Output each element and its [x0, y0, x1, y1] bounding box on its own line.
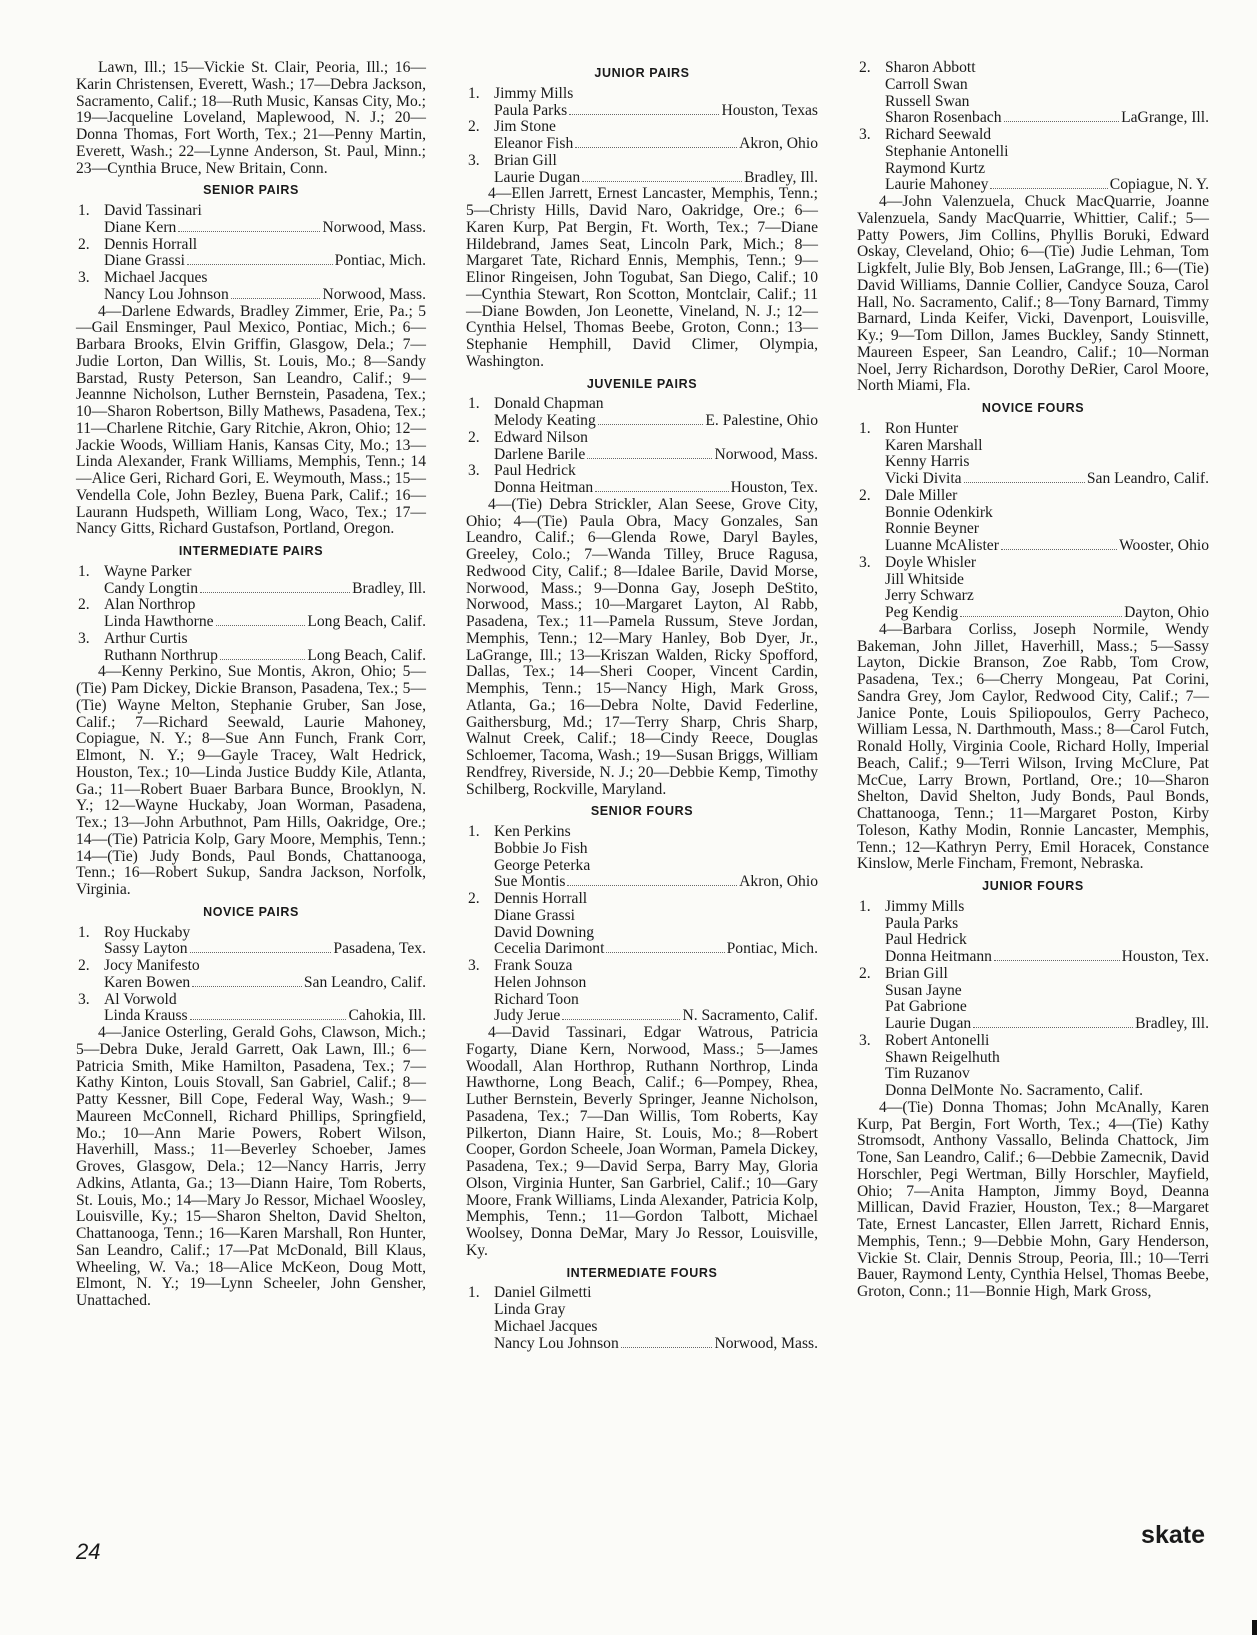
- skater-name: Roy Huckaby: [104, 923, 191, 941]
- skater-name: Eleanor Fish: [494, 135, 574, 152]
- leader-dots: [190, 1019, 347, 1020]
- section-heading: INTERMEDIATE PAIRS: [178, 544, 324, 558]
- results-paragraph: 4—Ellen Jarrett, Ernest Lancaster, Memphis, Tenn.; 5—Christy Hills, David Naro, Oakridge, Ore.; 6—Karen Kurp, Pat Bergin, Ft. Worth, Tex.; 7—Diane Hildebrand, James Seat, Lincoln Park, Mich.; 8—Margaret Tate, Richard Ennis, Memphis, Tenn.; 9—Elinor Ringeisen, John Togubat, San Diego, Calif.; 10—Cynthia Stewart, Ron Scotton, Montclair, Calif.; 11—Diane Bowden, Jon Leonette, Vineland, N. J.; 12—Cynthia Helsel, Thomas Beebe, Groton, Conn.; 13—Stephanie Hemphill, David Climer, Olympia, Washington.: [466, 185, 818, 370]
- skater-name: Laurie Dugan: [885, 1015, 972, 1032]
- placement-entry: [857, 899, 1209, 966]
- club-city: Bradley, Ill.: [352, 579, 426, 597]
- skater-name: Robert Antonelli: [885, 1031, 990, 1049]
- skater-name: Donald Chapman: [494, 395, 604, 413]
- final-name-line: [104, 1008, 426, 1025]
- leader-dots: [575, 147, 737, 148]
- club-city: Pontiac, Mich.: [726, 940, 818, 958]
- club-city: Pasadena, Tex.: [333, 940, 426, 958]
- section-heading: JUNIOR FOURS: [982, 879, 1084, 893]
- club-city: Akron, Ohio: [739, 873, 818, 891]
- leader-dots: [598, 424, 704, 425]
- section-heading: SENIOR PAIRS: [203, 183, 299, 198]
- column-2: [466, 60, 818, 1352]
- club-city: Houston, Tex.: [730, 479, 818, 496]
- skater-name: Jill Whitside: [885, 570, 964, 588]
- final-name-line: [885, 1083, 1209, 1100]
- final-name-line: [104, 614, 426, 631]
- final-name-line: [885, 605, 1209, 622]
- skater-name: Laurie Mahoney: [885, 176, 989, 194]
- leader-dots: [994, 960, 1120, 961]
- leader-dots: [582, 181, 742, 182]
- results-paragraph: 4—John Valenzuela, Chuck MacQuarrie, Joanne Valenzuela, Sandy MacQuarrie, Whittier, Calif.; 5—Patty Powers, Jim Collins, Phyllis Boruki, Edward Oskay, Cleveland, Ohio; 6—(Tie) Judie Lehman, Tom Ligkfelt, Julie Bly, Bob Jensen, LaGrange, Ill.; 6—(Tie) David Williams, Dannie Collier, Candyce Souza, Carol Hall, No. Sacramento, Calif.; 8—Tony Barnard, Timmy Barnard, Linda Keifer, Vicki, Davenport, Louisville, Ky.; 9—Tom Dillon, James Buckley, Sandy Stinnett, Maureen Espeer, San Leandro, Calif.; 10—Norman Noel, Jerry Richardson, Dorothy DeRier, Carol Moore, North Miami, Fla.: [857, 193, 1209, 395]
- placement-number: 2.: [78, 596, 90, 614]
- skater-name: Laurie Dugan: [494, 168, 581, 186]
- placement-entry: [466, 463, 818, 497]
- leader-dots: [595, 491, 728, 492]
- skater-name: Richard Seewald: [885, 126, 992, 143]
- placement-number: 1.: [468, 395, 480, 413]
- skater-name: Peg Kendig: [885, 604, 959, 621]
- placement-number: 3.: [468, 462, 480, 480]
- placement-number: 3.: [859, 1031, 871, 1049]
- magazine-name: skate: [1141, 1521, 1205, 1549]
- leader-dots: [1004, 121, 1120, 122]
- placement-entry: [76, 564, 426, 598]
- skater-name: Darlene Barile: [494, 445, 586, 463]
- skater-name: Sharon Rosenbach: [885, 109, 1002, 127]
- skater-name: Richard Toon: [494, 990, 579, 1008]
- skater-name: Melody Keating: [494, 412, 596, 429]
- skater-name: Doyle Whisler: [885, 553, 977, 571]
- skater-name: Vicki Divita: [885, 470, 962, 487]
- skater-name: Jim Stone: [494, 118, 556, 136]
- placement-number: 2.: [468, 428, 480, 446]
- skater-name: Alan Northrop: [104, 596, 196, 614]
- final-name-line: [494, 874, 818, 891]
- results-paragraph: 4—David Tassinari, Edgar Watrous, Patricia Fogarty, Diane Kern, Norwood, Mass.; 5—James Woodall, Alan Horthrop, Ruthann Northrop, Linda Hawthorne, Long Beach, Calif.; 6—Pompey, Rhea, Luther Bernstein, Beverly Springer, Jeanne Nicholson, Pasadena, Tex.; 7—Dan Willis, Tom Roberts, Kay Pilkerton, Diann Haire, St. Louis, Mo.; 8—Robert Cooper, Gordon Scheele, Joan Worman, Pamela Dickey, Pasadena, Tex.; 9—David Serpa, Barry May, Gloria Olson, Virginia Hunter, San Garbriel, Calif.; 10—Gary Moore, Frank Williams, Linda Alexander, Patricia Kolp, Memphis, Tenn.; 11—Gordon Talbott, Michael Woolsey, Donna DeMar, Mary Jo Ressor, Louisville, Ky.: [466, 1024, 818, 1259]
- skater-name: Luanne McAlister: [885, 537, 999, 554]
- leader-dots: [187, 264, 333, 265]
- section-heading: JUNIOR PAIRS: [594, 66, 690, 80]
- results-paragraph: 4—Kenny Perkino, Sue Montis, Akron, Ohio; 5—(Tie) Pam Dickey, Dickie Branson, Pasadena, Tex.; 5—(Tie) Wayne Melton, Stephanie Gruber, San Jose, Calif.; 7—Richard Seewald, Laurie Mahoney, Copiague, N. Y.; 8—Sue Ann Funch, Frank Corr, Elmont, N. Y.; 9—Gayle Tracey, Walt Hedrick, Houston, Tex.; 10—Linda Justice Buddy Kile, Atlanta, Ga.; 11—Robert Buaer Barbara Bunce, Brooklyn, N. Y.; 12—Wayne Huckaby, Joan Worman, Pasadena, Tex.; 13—John Arbuthnot, Pam Hills, Oakridge, Ore.; 14—(Tie) Patricia Kolp, Gary Moore, Memphis, Tenn.; 14—(Tie) Judy Bonds, Paul Bonds, Chattanooga, Tenn.; 16—Robert Sukup, Sandra Jackson, Norfolk, Virginia.: [76, 663, 426, 898]
- leader-dots: [567, 885, 737, 886]
- skater-name: Raymond Kurtz: [885, 159, 986, 177]
- skater-name: Donna Heitmann: [885, 948, 992, 965]
- club-city: Long Beach, Calif.: [307, 613, 426, 630]
- club-city: San Leandro, Calif.: [1086, 470, 1209, 487]
- skater-name: Arthur Curtis: [104, 629, 188, 647]
- placement-entry: [466, 430, 818, 464]
- placement-number: 1.: [859, 419, 871, 437]
- club-city: Houston, Texas: [721, 101, 818, 119]
- placement-entry: [466, 1285, 818, 1352]
- club-city: Houston, Tex.: [1121, 948, 1209, 965]
- section-heading: SENIOR FOURS: [590, 804, 694, 819]
- placement-number: 1.: [859, 897, 871, 915]
- skater-name: Sharon Abbott: [885, 59, 976, 76]
- club-city: Cahokia, Ill.: [348, 1007, 426, 1025]
- skater-name: Sassy Layton: [104, 940, 188, 958]
- results-paragraph: Lawn, Ill.; 15—Vickie St. Clair, Peoria, Ill.; 16—Karin Christensen, Everett, Wash.; 17—Debra Jackson, Sacramento, Calif.; 18—Ruth Music, Kansas City, Mo.; 19—Jacqueline Loveland, Maplewood, N. J.; 20—Donna Thomas, Fort Worth, Tex.; 21—Penny Martin, Everett, Wash.; 22—Lynne Anderson, St. Paul, Minn.; 23—Cynthia Bruce, New Britain, Conn.: [76, 59, 426, 177]
- skater-name: Linda Gray: [494, 1301, 566, 1318]
- placement-number: 1.: [78, 923, 90, 941]
- placement-entry: [76, 270, 426, 304]
- final-name-line: [104, 220, 426, 237]
- club-city: E. Palestine, Ohio: [705, 412, 818, 429]
- results-paragraph: 4—Darlene Edwards, Bradley Zimmer, Erie, Pa.; 5—Gail Ensminger, Paul Mexico, Pontiac, Mich.; 6—Barbara Brooks, Elvin Griffin, Glasgow, Dela.; 7—Judie Lorton, Dan Willis, St. Louis, Mo.; 8—Sandy Barstad, Rusty Peterson, San Leandro, Calif.; 9—Jeannne Nicholson, Luther Bernstein, Pasadena, Tex.; 10—Sharon Robertson, Billy Mathews, Pasadena, Tex.; 11—Charlene Ritchie, Gary Ritchie, Akron, Ohio; 12—Jackie Woods, William Hanis, Kansas City, Mo.; 13—Linda Alexander, Frank Williams, Memphis, Tenn.; 14—Alice Geri, Richard Gori, E. Weymouth, Mass.; 15—Vendella Cole, John Bezley, Buena Park, Calif.; 16—Laurann Hudspeth, William Long, Waco, Tex.; 17—Nancy Gitts, Richard Gustafson, Portland, Oregon.: [76, 302, 426, 538]
- placement-entry: [466, 958, 818, 1025]
- skater-name: Michael Jacques: [104, 269, 208, 286]
- skater-name: Jimmy Mills: [885, 897, 965, 915]
- skater-name: David Tassinari: [104, 202, 202, 219]
- skater-name: Carroll Swan: [885, 75, 968, 93]
- skater-name: Kenny Harris: [885, 453, 970, 471]
- skater-name: Jimmy Mills: [494, 84, 574, 102]
- skater-name: Nancy Lou Johnson: [494, 1334, 619, 1352]
- placement-entry: [857, 1033, 1209, 1100]
- placement-entry: [857, 966, 1209, 1033]
- final-name-line: [494, 170, 818, 187]
- skater-name: Michael Jacques: [494, 1317, 598, 1335]
- skater-name: Paula Parks: [494, 101, 568, 119]
- final-name-line: [104, 648, 426, 665]
- skater-name: Bonnie Odenkirk: [885, 503, 993, 521]
- placement-entry: [857, 555, 1209, 622]
- placement-number: 2.: [78, 235, 90, 253]
- skater-name: Jocy Manifesto: [104, 957, 200, 974]
- placement-entry: [76, 237, 426, 271]
- club-city: Copiague, N. Y.: [1109, 176, 1209, 194]
- placement-number: 2.: [859, 486, 871, 504]
- placement-entry: [857, 488, 1209, 555]
- placement-number: 3.: [468, 151, 480, 169]
- club-city: No. Sacramento, Calif.: [999, 1082, 1144, 1099]
- club-city: Pontiac, Mich.: [334, 252, 426, 270]
- skater-name: Diane Grassi: [494, 906, 575, 924]
- skater-name: Karen Marshall: [885, 436, 983, 454]
- section-heading: NOVICE PAIRS: [203, 904, 299, 919]
- final-name-line: [494, 136, 818, 153]
- skater-name: Karen Bowen: [104, 973, 191, 991]
- final-name-line: [104, 287, 426, 304]
- column-3: [857, 60, 1209, 1301]
- leader-dots: [231, 298, 321, 299]
- placement-entry: [857, 60, 1209, 127]
- skater-name: Sue Montis: [494, 873, 566, 891]
- placement-entry: [466, 119, 818, 153]
- skater-name: Dennis Horrall: [104, 235, 198, 253]
- club-city: Norwood, Mass.: [714, 445, 818, 463]
- skater-name: Frank Souza: [494, 957, 573, 974]
- final-name-line: [104, 253, 426, 270]
- section-heading: NOVICE FOURS: [981, 401, 1085, 415]
- leader-dots: [178, 231, 320, 232]
- page-edge-mark: [1252, 1620, 1257, 1635]
- final-name-line: [494, 941, 818, 958]
- skater-name: Daniel Gilmetti: [494, 1284, 592, 1302]
- leader-dots: [964, 482, 1085, 483]
- final-name-line: [104, 941, 426, 958]
- placement-entry: [76, 925, 426, 959]
- club-city: Norwood, Mass.: [322, 218, 426, 236]
- placement-number: 1.: [468, 84, 480, 102]
- placement-entry: [76, 992, 426, 1026]
- placement-number: 3.: [78, 629, 90, 647]
- leader-dots: [990, 188, 1107, 189]
- placement-entry: [466, 86, 818, 120]
- final-name-line: [885, 1016, 1209, 1033]
- placement-entry: [76, 597, 426, 631]
- skater-name: Linda Hawthorne: [104, 613, 214, 630]
- skater-name: Judy Jerue: [494, 1007, 561, 1025]
- leader-dots: [569, 114, 719, 115]
- skater-name: Russell Swan: [885, 92, 970, 110]
- section-heading: JUVENILE PAIRS: [586, 376, 698, 391]
- placement-number: 2.: [78, 957, 90, 974]
- leader-dots: [1001, 549, 1117, 550]
- skater-name: Ken Perkins: [494, 823, 571, 840]
- placement-entry: [466, 153, 818, 187]
- skater-name: Donna DelMonte: [885, 1082, 994, 1099]
- club-city: Dayton, Ohio: [1124, 604, 1209, 621]
- final-name-line: [885, 471, 1209, 488]
- results-paragraph: 4—Barbara Corliss, Joseph Normile, Wendy Bakeman, John Jillet, Haverhill, Mass.; 5—Sassy Layton, Dickie Branson, Zoe Rabb, Tom Crow, Pasadena, Tex.; 6—Cherry Mongeau, Pat Corini, Sandra Grey, Jom Caylor, Redwood City, Calif.; 7—Janice Ponte, Louis Spiliopoulos, Gerry Pacheco, William Lessa, N. Darthmouth, Mass.; 8—Carol Futch, Ronald Holly, Virginia Coole, Richard Holly, Imperial Beach, Calif.; 9—Terri Wilson, Irving McClure, Pat McCue, Larry Brown, Portland, Ore.; 10—Sharon Shelton, David Shelton, Judy Bonds, Paul Bonds, Chattanooga, Tenn.; 11—Margaret Poston, Kirby Toleson, Kathy Modin, Ronnie Lancaster, Memphis, Tenn.; 12—Kathryn Perry, Emil Horacek, Constance Kinslow, Merle Fincham, Fremont, Nebraska.: [857, 620, 1209, 873]
- placement-entry: [466, 891, 818, 958]
- skater-name: Helen Johnson: [494, 973, 587, 991]
- section-heading: INTERMEDIATE FOURS: [566, 1265, 718, 1280]
- leader-dots: [562, 1019, 680, 1020]
- skater-name: Pat Gabrione: [885, 998, 967, 1016]
- final-name-line: [104, 581, 426, 598]
- skater-name: Ronnie Beyner: [885, 520, 979, 538]
- placement-number: 1.: [468, 1284, 480, 1302]
- leader-dots: [200, 592, 350, 593]
- club-city: Wooster, Ohio: [1119, 537, 1209, 554]
- placement-number: 2.: [859, 964, 871, 982]
- skater-name: Shawn Reigelhuth: [885, 1048, 1000, 1066]
- leader-dots: [220, 659, 305, 660]
- club-city: Bradley, Ill.: [744, 168, 818, 186]
- final-name-line: [494, 1336, 818, 1353]
- placement-number: 3.: [859, 553, 871, 571]
- skater-name: Wayne Parker: [104, 562, 192, 580]
- final-name-line: [494, 1008, 818, 1025]
- leader-dots: [621, 1347, 713, 1348]
- placement-number: 3.: [468, 957, 480, 974]
- skater-name: Ron Hunter: [885, 419, 959, 437]
- final-name-line: [494, 103, 818, 120]
- final-name-line: [885, 177, 1209, 194]
- club-city: Norwood, Mass.: [714, 1334, 818, 1352]
- results-paragraph: 4—(Tie) Donna Thomas; John McAnally, Karen Kurp, Pat Bergin, Fort Worth, Tex.; 4—(Tie) Kathy Stromsodt, Anthony Vassallo, Belinda Chattock, Jim Tone, San Leandro, Calif.; 6—Debbie Zamecnik, David Horschler, Pegi Wertman, Billy Horschler, Mayfield, Ohio; 7—Anita Hampton, Jimmy Boyd, Deanna Millican, David Frazier, Houston, Tex.; 8—Margaret Tate, Ernest Lancaster, Ellen Jarrett, Richard Ennis, Memphis, Tenn.; 9—Debbie Mohn, Gary Henderson, Vickie St. Clair, Dennis Stroup, Peoria, Ill.; 10—Terri Bauer, Raymond Lenty, Cynthia Helsel, Thomas Beebe, Groton, Conn.; 11—Bonnie High, Mark Gross,: [857, 1098, 1209, 1300]
- skater-name: George Peterka: [494, 856, 591, 874]
- results-paragraph: 4—(Tie) Debra Strickler, Alan Seese, Grove City, Ohio; 4—(Tie) Paula Obra, Macy Gonzales, San Leandro, Calif.; 6—Glenda Rowe, Daryl Bayles, Greeley, Colo.; 7—Wanda Tilley, Bruce Ragusa, Redwood City, Calif.; 8—Idalee Barile, David Morse, Norwood, Mass.; 9—Donna Gay, Joseph DeStito, Norwood, Mass.; 10—Margaret Layton, Al Rabb, Pasadena, Tex.; 11—Pamela Russum, Steve Jordan, Memphis, Tenn.; 12—Mary Hanley, Bob Dyer, Jr., LaGrange, Ill.; 13—Kriszan Walden, Ricky Spofford, Dallas, Tex.; 14—Sheri Cooper, Vincent Cardin, Memphis, Tenn.; 15—Nancy High, Mark Gross, Atlanta, Ga.; 16—Debra Nolte, David Federline, Gaithersburg, Md.; 17—Terry Sharp, Chris Sharp, Walnut Creek, Calif.; 18—Cindy Reece, Douglas Schloemer, Tacoma, Wash.; 19—Susan Briggs, William Rendfrey, Riverside, N. J.; 20—Debbie Kemp, Timothy Schilberg, Rockville, Maryland.: [466, 495, 818, 798]
- leader-dots: [216, 625, 306, 626]
- skater-name: Dale Miller: [885, 486, 958, 504]
- skater-name: Donna Heitman: [494, 479, 594, 496]
- skater-name: Nancy Lou Johnson: [104, 285, 229, 303]
- column-1: [76, 60, 426, 1310]
- skater-name: Susan Jayne: [885, 981, 962, 999]
- final-name-line: [104, 975, 426, 992]
- leader-dots: [973, 1027, 1133, 1028]
- placement-number: 3.: [78, 269, 90, 286]
- final-name-line: [885, 538, 1209, 555]
- club-city: San Leandro, Calif.: [303, 973, 426, 991]
- skater-name: Al Vorwold: [104, 990, 177, 1008]
- skater-name: Ruthann Northrup: [104, 646, 218, 664]
- placement-entry: [466, 824, 818, 891]
- final-name-line: [885, 110, 1209, 127]
- placement-number: 3.: [78, 990, 90, 1008]
- final-name-line: [494, 413, 818, 430]
- skater-name: Paul Hedrick: [885, 931, 967, 949]
- skater-name: David Downing: [494, 923, 595, 941]
- placement-number: 2.: [468, 118, 480, 136]
- leader-dots: [606, 952, 724, 953]
- placement-number: 2.: [468, 890, 480, 907]
- placement-entry: [76, 631, 426, 665]
- placement-entry: [466, 396, 818, 430]
- skater-name: Dennis Horrall: [494, 890, 588, 907]
- leader-dots: [587, 458, 712, 459]
- skater-name: Brian Gill: [494, 151, 557, 169]
- skater-name: Stephanie Antonelli: [885, 142, 1009, 160]
- skater-name: Diane Kern: [104, 218, 177, 236]
- skater-name: Candy Longtin: [104, 579, 198, 597]
- final-name-line: [885, 949, 1209, 966]
- placement-number: 1.: [78, 202, 90, 219]
- final-name-line: [494, 480, 818, 497]
- skater-name: Bobbie Jo Fish: [494, 839, 588, 857]
- skater-name: Edward Nilson: [494, 428, 588, 446]
- club-city: Bradley, Ill.: [1135, 1015, 1209, 1032]
- skater-name: Cecelia Darimont: [494, 940, 605, 958]
- placement-number: 1.: [468, 823, 480, 840]
- leader-dots: [192, 986, 302, 987]
- club-city: Long Beach, Calif.: [307, 646, 426, 664]
- placement-number: 3.: [859, 126, 871, 143]
- skater-name: Tim Ruzanov: [885, 1065, 970, 1083]
- final-name-line: [494, 447, 818, 464]
- placement-entry: [76, 203, 426, 237]
- club-city: Akron, Ohio: [739, 135, 818, 152]
- skater-name: Linda Krauss: [104, 1007, 188, 1025]
- placement-entry: [857, 127, 1209, 194]
- club-city: N. Sacramento, Calif.: [682, 1007, 818, 1025]
- leader-dots: [960, 616, 1122, 617]
- page-number: 24: [76, 1539, 101, 1564]
- placement-number: 2.: [859, 59, 871, 76]
- placement-number: 1.: [78, 562, 90, 580]
- skater-name: Diane Grassi: [104, 252, 185, 270]
- club-city: Norwood, Mass.: [322, 285, 426, 303]
- placement-entry: [857, 421, 1209, 488]
- skater-name: Jerry Schwarz: [885, 587, 974, 605]
- skater-name: Paula Parks: [885, 914, 959, 932]
- club-city: LaGrange, Ill.: [1121, 109, 1209, 127]
- leader-dots: [190, 952, 332, 953]
- skater-name: Paul Hedrick: [494, 462, 576, 480]
- results-paragraph: 4—Janice Osterling, Gerald Gohs, Clawson, Mich.; 5—Debra Duke, Jerald Garrett, Oak Lawn, Ill.; 6—Patricia Smith, Mike Hamilton, Pasadena, Tex.; 7—Kathy Kinton, Louis Stovall, San Gabriel, Calif.; 8—Patty Kessner, Bill Cope, Federal Way, Wash.; 9—Maureen McConnell, Richard Phillips, Springfield, Mo.; 10—Ann Marie Powers, Robert Wilson, Haverhill, Mass.; 11—Beverley Schoeber, James Groves, Glasgow, Dela.; 12—Nancy Harris, Jerry Adkins, Atlanta, Ga.; 13—Diann Haire, Tom Roberts, St. Louis, Mo.; 14—Mary Jo Ressor, Michael Woosley, Louisville, Ky.; 15—Sharon Shelton, David Shelton, Chattanooga, Tenn.; 16—Karen Marshall, Ron Hunter, San Leandro, Calif.; 17—Pat McDonald, Bill Klaus, Wheeling, W. Va.; 18—Alice McKeon, Doug Mott, Elmont, N. Y.; 19—Lynn Scheeler, John Gensher, Unattached.: [76, 1024, 426, 1309]
- skater-name: Brian Gill: [885, 964, 948, 982]
- placement-entry: [76, 958, 426, 992]
